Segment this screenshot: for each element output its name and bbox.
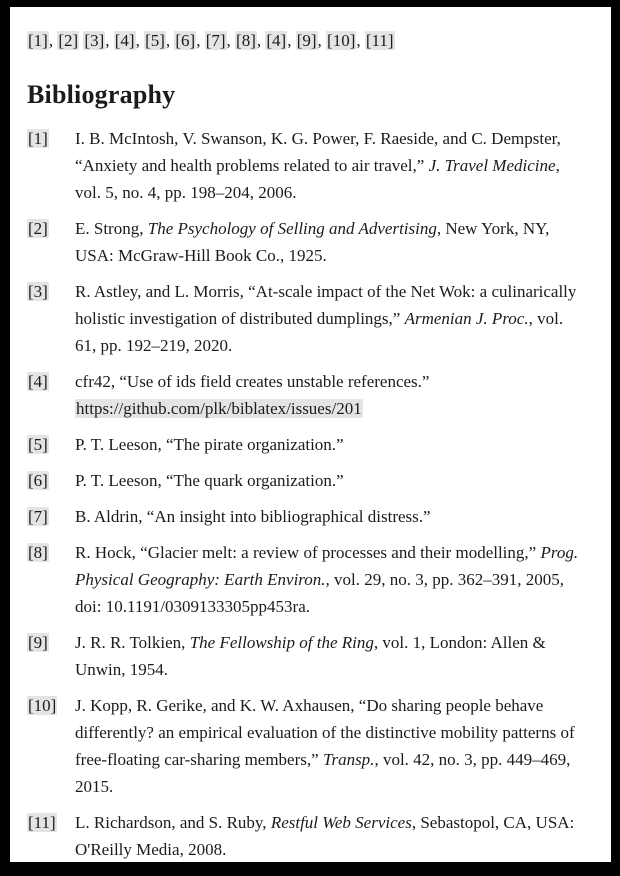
reference-text [75, 431, 587, 458]
reference-segment: The Psychology of Selling and Advertising [147, 219, 437, 238]
citation-separator: , [356, 31, 365, 50]
reference-segment: cfr42, “Use of ids field creates unstable references.” [75, 372, 430, 391]
reference-segment: B. Aldrin, “An insight into bibliographical distress.” [75, 507, 431, 526]
reference-text [75, 467, 587, 494]
citation-separator: , [226, 31, 236, 50]
reference-text [75, 278, 587, 359]
reference-text [75, 809, 587, 862]
citation-link[interactable]: [9] [296, 31, 317, 50]
reference-label-cell [27, 539, 75, 620]
reference-entry [27, 431, 595, 458]
reference-text [75, 215, 587, 269]
reference-segment: J. Kopp, R. Gerike, and K. W. Axhausen, “Do sharing people behave differently? an empirical evaluation of the distinctive mobility patterns of free-floating car-sharing members,” [75, 696, 575, 769]
citation-link[interactable]: [5] [145, 31, 165, 50]
citation-separator: , [165, 31, 175, 50]
citation-separator: , [196, 31, 205, 50]
reference-segment: , vol. 42, no. 3, pp. 449–469, 2015. [75, 750, 571, 796]
reference-list [27, 125, 595, 862]
reference-label[interactable]: [3] [28, 282, 48, 301]
reference-segment: J. R. R. Tolkien, [75, 633, 190, 652]
citation-separator: , [135, 31, 145, 50]
reference-label[interactable]: [9] [28, 633, 48, 652]
citation-link[interactable]: [2] [58, 31, 79, 50]
citation-link[interactable]: [3] [84, 31, 105, 50]
page-title: Bibliography [27, 80, 176, 109]
reference-segment: L. Richardson, and S. Ruby, [75, 813, 271, 832]
reference-entry [27, 125, 595, 206]
reference-entry [27, 215, 595, 269]
reference-label-cell [27, 503, 75, 530]
reference-entry [27, 467, 595, 494]
reference-label[interactable]: [4] [28, 372, 48, 391]
reference-label-cell [27, 629, 75, 683]
reference-segment: Transp. [322, 750, 375, 769]
reference-segment: R. Hock, “Glacier melt: a review of processes and their modelling,” [75, 543, 541, 562]
reference-label-cell [27, 278, 75, 359]
reference-entry [27, 503, 595, 530]
citation-separator: , [48, 31, 58, 50]
citation-separator: , [287, 31, 296, 50]
reference-label[interactable]: [10] [28, 696, 57, 715]
reference-segment: P. T. Leeson, “The pirate organization.” [75, 435, 344, 454]
reference-label-cell [27, 692, 75, 800]
reference-label[interactable]: [1] [28, 129, 48, 148]
reference-segment: The Fellowship of the Ring [189, 633, 374, 652]
reference-text [75, 539, 587, 620]
citation-link[interactable]: [7] [205, 31, 226, 50]
reference-text [75, 692, 587, 800]
reference-segment: , Sebastopol, CA, USA: O'Reilly Media, 2008. [75, 813, 575, 859]
reference-segment: P. T. Leeson, “The quark organization.” [75, 471, 344, 490]
reference-entry [27, 692, 595, 800]
citation-link[interactable]: [11] [365, 31, 394, 50]
reference-segment: , vol. 61, pp. 192–219, 2020. [75, 309, 564, 355]
citation-link[interactable]: [4] [114, 31, 135, 50]
reference-text [75, 125, 587, 206]
citation-separator: , [256, 31, 266, 50]
reference-label[interactable]: [8] [28, 543, 48, 562]
reference-entry [27, 278, 595, 359]
reference-segment: , vol. 29, no. 3, pp. 362–391, 2005, doi: 10.1191/0309133305pp453ra. [75, 570, 565, 616]
reference-label-cell [27, 368, 75, 422]
citation-link[interactable]: [10] [327, 31, 356, 50]
document-page [10, 7, 611, 862]
citation-link[interactable]: [1] [28, 31, 48, 50]
reference-segment: , vol. 1, London: Allen & Unwin, 1954. [75, 633, 546, 679]
reference-entry [27, 809, 595, 862]
reference-label-cell [27, 809, 75, 862]
citation-link[interactable]: [6] [175, 31, 196, 50]
reference-label[interactable]: [6] [28, 471, 48, 490]
reference-segment: Restful Web Services [270, 813, 412, 832]
reference-segment: J. Travel Medicine [428, 156, 556, 175]
reference-entry [27, 539, 595, 620]
reference-segment: Prog. Physical Geography: Earth Environ. [75, 543, 579, 589]
reference-label-cell [27, 125, 75, 206]
reference-segment: E. Strong, [75, 219, 148, 238]
reference-text [75, 629, 587, 683]
reference-text [75, 503, 587, 530]
reference-segment: I. B. McIntosh, V. Swanson, K. G. Power, F. Raeside, and C. Dempster, “Anxiety and health problems related to air travel,” [75, 129, 561, 175]
reference-segment: , New York, NY, USA: McGraw-Hill Book Co., 1925. [75, 219, 550, 265]
reference-label[interactable]: [11] [28, 813, 56, 832]
reference-label-cell [27, 467, 75, 494]
citation-separator: , [317, 31, 327, 50]
reference-segment: Armenian J. Proc. [404, 309, 529, 328]
reference-entry [27, 368, 595, 422]
reference-text [75, 368, 587, 422]
reference-segment: , vol. 5, no. 4, pp. 198–204, 2006. [75, 156, 560, 202]
reference-label-cell [27, 431, 75, 458]
citation-separator: , [105, 31, 114, 50]
citation-link[interactable]: [4] [266, 31, 287, 50]
reference-entry [27, 629, 595, 683]
reference-label[interactable]: [5] [28, 435, 48, 454]
reference-label-cell [27, 215, 75, 269]
citation-line [27, 27, 595, 54]
reference-label[interactable]: [7] [28, 507, 48, 526]
reference-url-link[interactable]: https://github.com/plk/biblatex/issues/201 [76, 399, 362, 418]
citation-link[interactable]: [8] [236, 31, 256, 50]
reference-label[interactable]: [2] [28, 219, 48, 238]
reference-segment: R. Astley, and L. Morris, “At-scale impact of the Net Wok: a culinarically holistic investigation of distributed dumplings,” [75, 282, 577, 328]
